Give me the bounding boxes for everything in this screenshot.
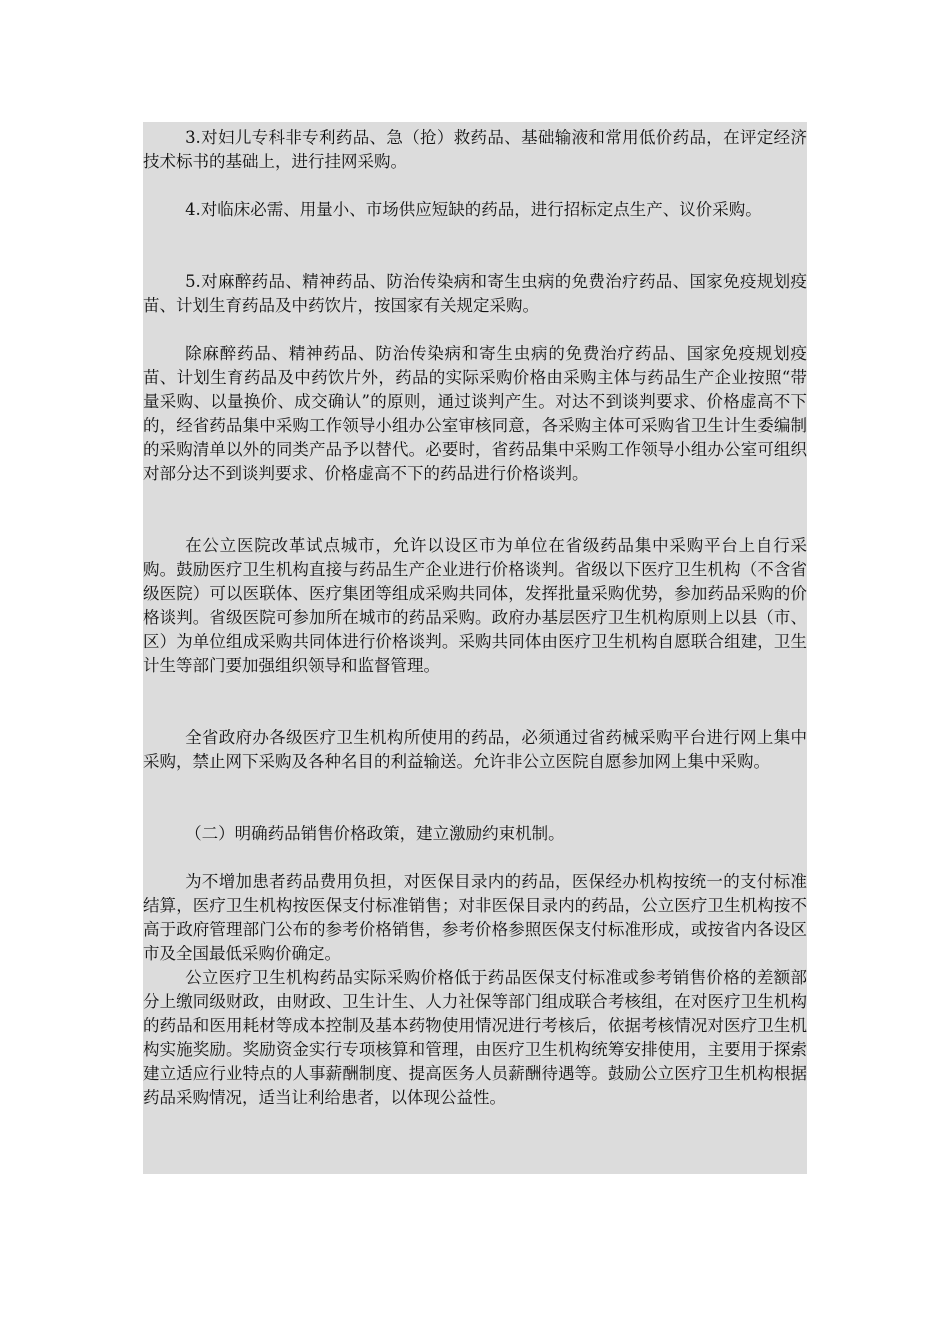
- paragraph-pilot-cities: 在公立医院改革试点城市，允许以设区市为单位在省级药品集中采购平台上自行采购。鼓励医疗卫生机构直接与药品生产企业进行价格谈判。省级以下医疗卫生机构（不含省级医院）可以医联体、医疗集团等组成采购共同体，发挥批量采购优势，参加药品采购的价格谈判。省级医院可参加所在城市的药品采购。政府办基层医疗卫生机构原则上以县（市、区）为单位组成采购共同体进行价格谈判。采购共同体由医疗卫生机构自愿联合组建，卫生计生等部门要加强组织领导和监督管理。: [143, 536, 807, 675]
- paragraph-item-5: 5.对麻醉药品、精神药品、防治传染病和寄生虫病的免费治疗药品、国家免疫规划疫苗、计划生育药品及中药饮片，按国家有关规定采购。: [143, 272, 807, 315]
- paragraph-price-negotiation: 除麻醉药品、精神药品、防治传染病和寄生虫病的免费治疗药品、国家免疫规划疫苗、计划生育药品及中药饮片外，药品的实际采购价格由采购主体与药品生产企业按照“带量采购、以量换价、成交确认”的原则，通过谈判产生。对达不到谈判要求、价格虚高不下的，经省药品集中采购工作领导小组办公室审核同意，各采购主体可采购省卫生计生委编制的采购清单以外的同类产品予以替代。必要时，省药品集中采购工作领导小组办公室可组织对部分达不到谈判要求、价格虚高不下的药品进行价格谈判。: [143, 344, 807, 483]
- document-body: [143, 122, 807, 1174]
- paragraph-incentive: 公立医疗卫生机构药品实际采购价格低于药品医保支付标准或参考销售价格的差额部分上缴同级财政，由财政、卫生计生、人力社保等部门组成联合考核组，在对医疗卫生机构的药品和医用耗材等成本控制及基本药物使用情况进行考核后，依据考核情况对医疗卫生机构实施奖励。奖励资金实行专项核算和管理，由医疗卫生机构统筹安排使用，主要用于探索建立适应行业特点的人事薪酬制度、提高医务人员薪酬待遇等。鼓励公立医疗卫生机构根据药品采购情况，适当让利给患者，以体现公益性。: [143, 968, 807, 1107]
- paragraph-online-procurement: 全省政府办各级医疗卫生机构所使用的药品，必须通过省药械采购平台进行网上集中采购，禁止网下采购及各种名目的利益输送。允许非公立医院自愿参加网上集中采购。: [143, 728, 807, 771]
- section-heading-2: （二）明确药品销售价格政策，建立激励约束机制。: [185, 824, 565, 843]
- paragraph-item-3: 3.对妇儿专科非专利药品、急（抢）救药品、基础输液和常用低价药品，在评定经济技术标书的基础上，进行挂网采购。: [143, 128, 807, 171]
- paragraph-payment-standard: 为不增加患者药品费用负担，对医保目录内的药品，医保经办机构按统一的支付标准结算，医疗卫生机构按医保支付标准销售；对非医保目录内的药品，公立医疗卫生机构按不高于政府管理部门公布的参考价格销售，参考价格参照医保支付标准形成，或按省内各设区市及全国最低采购价确定。: [143, 872, 807, 963]
- paragraph-item-4: 4.对临床必需、用量小、市场供应短缺的药品，进行招标定点生产、议价采购。: [185, 200, 762, 219]
